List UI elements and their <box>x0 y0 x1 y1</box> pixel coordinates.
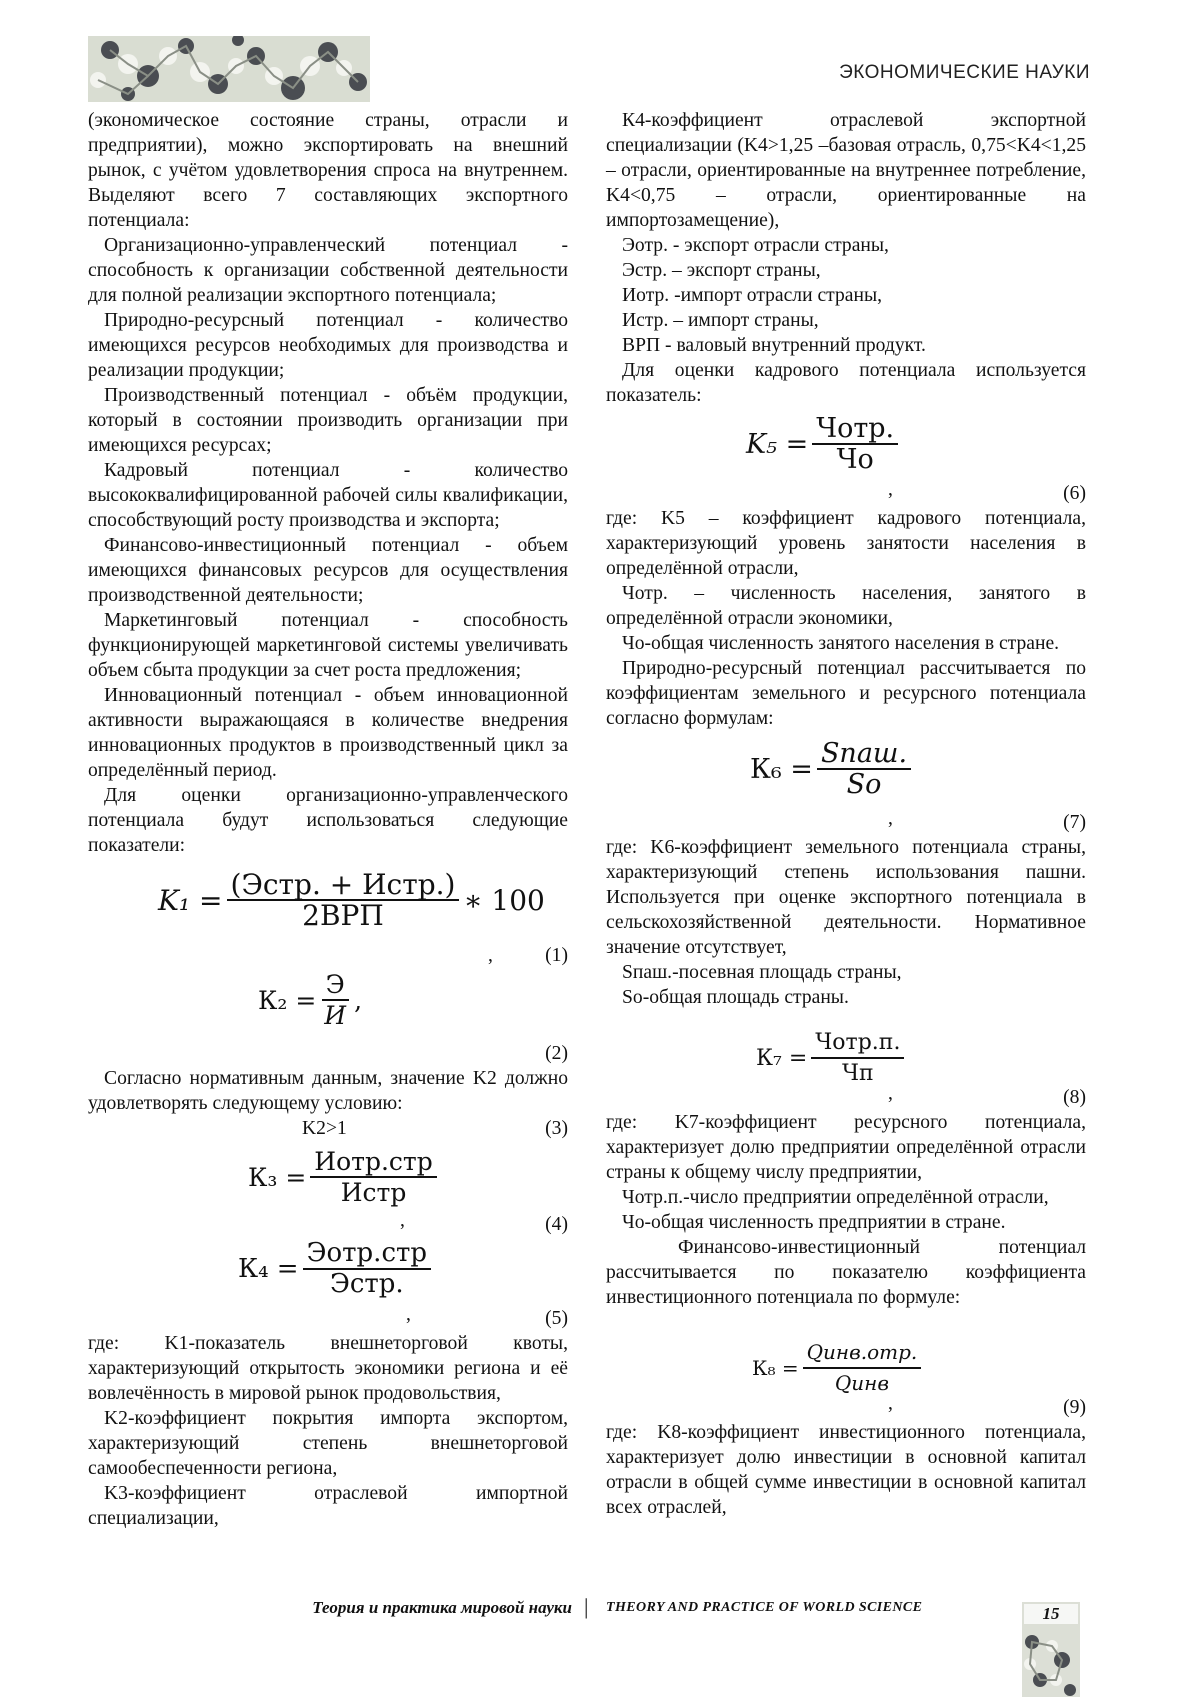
equation-number: (8) <box>1063 1087 1086 1108</box>
paragraph: где: K6-коэффициент земельного потенциала страны, характеризующий степень использования пашни. Используется при оценке экспортного потенциала в сельскохозяйственной деятельности. Нормативное значение отсутствует, <box>606 837 1086 958</box>
header-banner-image <box>88 36 370 102</box>
equation-lhs: К₂ = <box>258 985 317 1015</box>
footer <box>0 1594 1200 1634</box>
paragraph: Финансово-инвестиционный потенциал - объем имеющихся финансовых ресурсов для осуществления производственной деятельности; <box>88 535 568 606</box>
equation-2 <box>88 968 568 1066</box>
equation-lhs: К₃ = <box>248 1162 307 1192</box>
page-number: 15 <box>1024 1604 1078 1624</box>
denominator: И <box>324 1001 347 1030</box>
equation-1: K₁ = $\frac{\text{(Эстр. + Истр.)}}{\text{2ВРП}}$ ∗ 100 , (1) <box>158 868 568 966</box>
numerator: Sпаш. <box>817 741 911 770</box>
section-title: ЭКОНОМИЧЕСКИЕ НАУКИ <box>839 62 1090 83</box>
paragraph: Истр. – импорт страны, <box>622 310 819 331</box>
fraction <box>817 738 911 800</box>
numerator: Чотр.п. <box>811 1030 904 1059</box>
paragraph: где: K5 – коэффициент кадрового потенциала, характеризующий уровень занятости населения в определённой отрасли, <box>606 508 1086 579</box>
equation-7: К₆ = $\frac{\text{Sпаш.}}{Sо}$ , (7) <box>750 738 1086 833</box>
condition: K2>1 <box>302 1118 347 1139</box>
denominator: Истр <box>340 1178 407 1207</box>
numerator: Qинв.отр. <box>803 1340 922 1369</box>
equation-number: (1) <box>545 945 568 966</box>
paragraph: Чотр. – численность населения, занятого в определённой отрасли экономики, <box>606 583 1086 629</box>
paragraph: K2-коэффициент покрытия импорта экспортом, характеризующий степень внешнеторговой самообеспеченности региона, <box>88 1408 568 1479</box>
equation-lhs: К₈ = <box>752 1355 799 1380</box>
paragraph: Согласно нормативным данным, значение K2 должно удовлетворять следующему условию: <box>88 1068 568 1114</box>
paragraph: So-общая площадь страны. <box>622 987 849 1008</box>
equation-lhs: K₅ = <box>746 428 809 460</box>
molecule-pattern-icon <box>88 36 370 102</box>
paragraph: Маркетинговый потенциал - способность функционирующей маркетинговой системы увеличивать объем сбыта продукции за счет роста предложения; <box>88 610 568 681</box>
left-column <box>88 108 568 1531</box>
paragraph: ВРП - валовый внутренний продукт. <box>622 335 926 356</box>
fraction <box>227 868 460 932</box>
fraction <box>310 1149 436 1205</box>
equation-lhs: К₇ = <box>756 1045 808 1071</box>
paragraph: Финансово-инвестиционный потенциал рассчитывается по показателю коэффициента инвестиционного потенциала по формуле: <box>606 1237 1086 1308</box>
footer-separator: | <box>584 1594 589 1619</box>
numerator: Чотр. <box>812 416 898 445</box>
paragraph: К4-коэффициент отраслевой экспортной специализации (K4>1,25 –базовая отрасль, 0,75<K4<1,25 – отрасли, ориентированные на внутреннее потребление, K4<0,75 – отрасли, ориентированные на импортозамещение), <box>606 110 1086 231</box>
paragraph: Иотр. -импорт отрасли страны, <box>622 285 883 306</box>
equation-8: К₇ = $\frac{\text{Чотр.п.}}{Чп}$ , (8) <box>756 1030 1086 1108</box>
journal-title-ru: Теория и практика мировой науки <box>312 1598 572 1617</box>
paragraph: Организационно-управленческий потенциал - способность к организации собственной деятельности для полной реализации экспортного потенциала; <box>88 235 568 306</box>
fraction <box>811 1030 904 1086</box>
equation-number: (3) <box>545 1118 568 1139</box>
equation-9: К₈ = $\frac{\text{Qинв.отр.}}{\text{Qинв}}$ , (9) <box>752 1340 1086 1418</box>
paragraph: K3-коэффициент отраслевой импортной специализации, <box>88 1483 568 1529</box>
numerator: Эотр.стр <box>303 1241 431 1270</box>
equation-number: (6) <box>1063 483 1086 504</box>
equation-lhs: К₆ = <box>750 753 813 785</box>
paragraph: Природно-ресурсный потенциал - количество имеющихся ресурсов необходимых для производства и реализации продукции; <box>88 310 568 381</box>
denominator: Qинв <box>834 1371 889 1395</box>
paragraph: где: K7-коэффициент ресурсного потенциала, характеризует долю предприятии определённой отрасли страны к общему числу предприятии, <box>606 1112 1086 1183</box>
denominator: Чп <box>842 1061 874 1086</box>
paragraph: Sпаш.-посевная площадь страны, <box>622 962 902 983</box>
denominator: Sо <box>846 769 882 800</box>
paragraph: Чотр.п.-число предприятии определённой отрасли, <box>622 1187 1049 1208</box>
right-column <box>606 108 1086 1520</box>
equation-6: K₅ = $\frac{\text{Чотр.}}{Чо}$ , (6) <box>746 413 1086 504</box>
fraction <box>803 1340 922 1396</box>
equation-4: К₃ = $\frac{\text{Иотр.стр}}{\text{Истр}}$ , (4) <box>248 1147 568 1235</box>
paragraph: где: K1-показатель внешнеторговой квоты, характеризующий открытость экономики региона и её вовлечённость в мировой рынок продовольствия, <box>88 1333 568 1404</box>
equation-number: (2) <box>545 1043 568 1064</box>
paragraph: Природно-ресурсный потенциал рассчитывается по коэффициентам земельного и ресурсного потенциала согласно формулам: <box>606 658 1086 729</box>
denominator: Чо <box>836 444 874 475</box>
equation-lhs: К₄ = <box>238 1253 299 1284</box>
paragraph: Инновационный потенциал - объем инновационной активности выражающаяся в количестве внедрения инновационных продуктов в производственный цикл за определённый период. <box>88 685 568 781</box>
numerator: (Эстр. + Истр.) <box>227 872 460 901</box>
denominator: Эстр. <box>329 1269 404 1299</box>
numerator: Э <box>322 972 349 1001</box>
equation-tail: , <box>354 985 363 1015</box>
paragraph: где: K8-коэффициент инвестиционного потенциала, характеризует долю инвестиции в основной капитал отрасли в общей сумме инвестиции в основной капитал всех отраслей, <box>606 1422 1086 1518</box>
equation-number: (5) <box>545 1308 568 1329</box>
fraction <box>303 1238 431 1299</box>
paragraph: Кадровый потенциал - количество высококвалифицированной рабочей силы квалификации, способствующий росту производства и экспорта; <box>88 460 568 531</box>
journal-title-en: THEORY AND PRACTICE OF WORLD SCIENCE <box>606 1600 923 1615</box>
fraction <box>320 972 350 1028</box>
equation-tail: ∗ 100 <box>463 883 545 917</box>
paragraph: (экономическое состояние страны, отрасли и предприятии), можно экспортировать на внешний рынок, с учётом удовлетворения спроса на внутреннем. Выделяют всего 7 составляющих экспортного потенциала: <box>88 110 568 231</box>
equation-number: (7) <box>1063 812 1086 833</box>
paragraph: Эстр. – экспорт страны, <box>622 260 821 281</box>
paragraph: Чо-общая численность предприятии в стране. <box>622 1212 1006 1233</box>
paragraph: Для оценки организационно-управленческого потенциала будут использоваться следующие показатели: <box>88 785 568 856</box>
equation-5: К₄ = $\frac{\text{Эотр.стр}}{\text{Эстр.}}$ , (5) <box>238 1238 568 1329</box>
paragraph: Для оценки кадрового потенциала используется показатель: <box>606 360 1086 406</box>
paragraph: Эотр. - экспорт отрасли страны, <box>622 235 889 256</box>
equation-lhs: K₁ = <box>158 883 223 917</box>
numerator: Иотр.стр <box>310 1149 436 1178</box>
equation-number: (9) <box>1063 1397 1086 1418</box>
paragraph: Чо-общая численность занятого населения в стране. <box>622 633 1060 654</box>
equation-number: (4) <box>545 1214 568 1235</box>
equation-3 <box>88 1116 568 1141</box>
fraction <box>812 413 898 475</box>
paragraph: Производственный потенциал - объём продукции, который в состоянии производить организации при имеющихся ресурсах; <box>88 385 568 456</box>
denominator: 2ВРП <box>302 899 384 932</box>
